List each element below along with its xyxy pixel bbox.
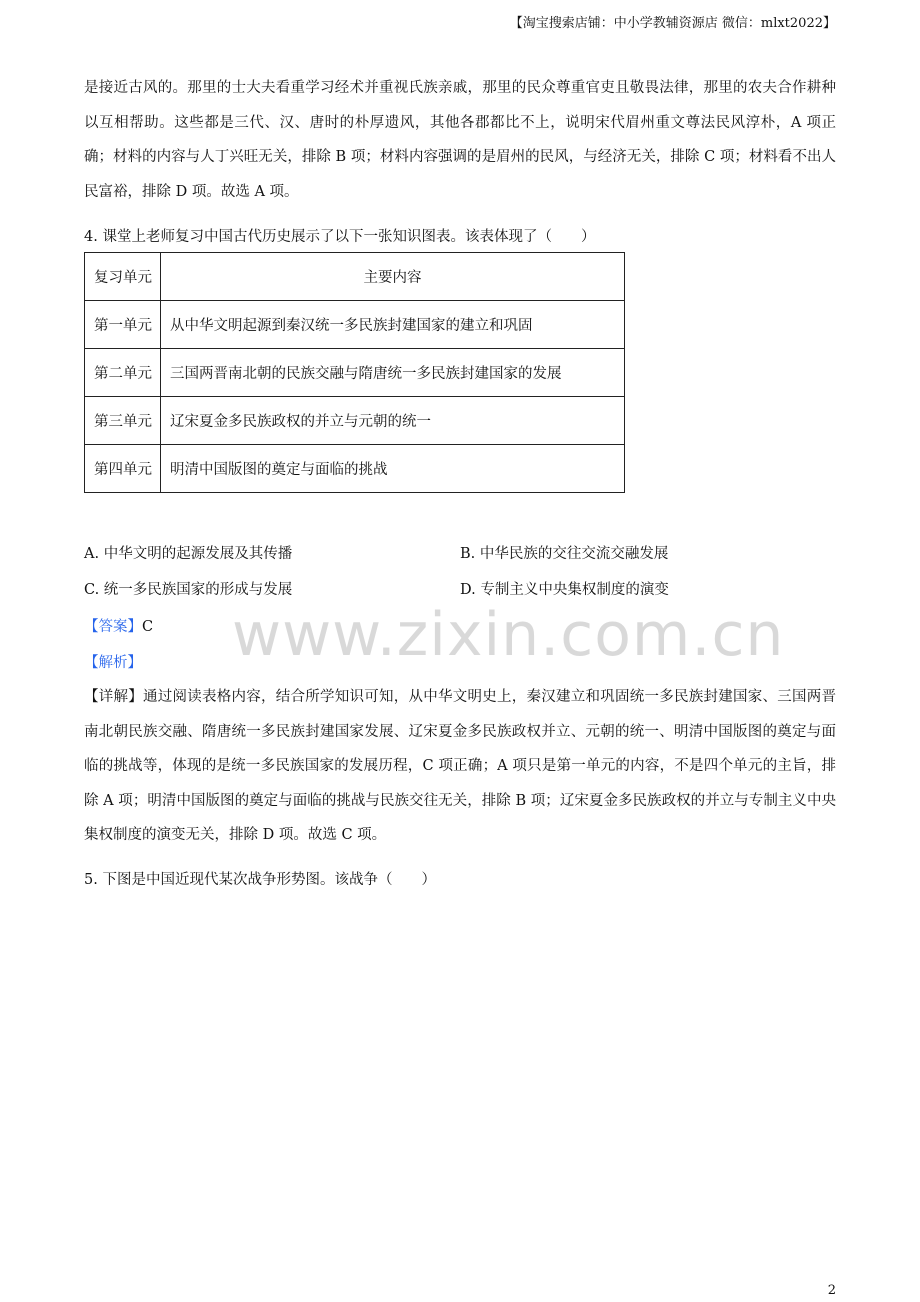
table-cell-unit: 第四单元 xyxy=(85,445,161,493)
question-4-stem: 4. 课堂上老师复习中国古代历史展示了以下一张知识图表。该表体现了（ ） xyxy=(84,229,596,245)
table-header-row xyxy=(85,253,625,301)
detail-tag: 【详解】 xyxy=(84,689,143,705)
table-cell-content: 三国两晋南北朝的民族交融与隋唐统一多民族封建国家的发展 xyxy=(161,349,625,397)
table-cell-unit: 第一单元 xyxy=(85,301,161,349)
option-d: D. 专制主义中央集权制度的演变 xyxy=(460,582,669,598)
watermark: www.zixin.com.cn xyxy=(232,600,785,670)
analysis-tag: 【解析】 xyxy=(84,655,142,671)
knowledge-table xyxy=(84,252,625,493)
page-header: 【淘宝搜索店铺：中小学教辅资源店 微信：mlxt2022】 xyxy=(509,16,836,31)
table-cell-unit: 第二单元 xyxy=(85,349,161,397)
question-5-stem: 5. 下图是中国近现代某次战争形势图。该战争（ ） xyxy=(84,872,436,888)
table-row xyxy=(85,349,625,397)
page-number: 2 xyxy=(827,1283,836,1298)
table-row xyxy=(85,301,625,349)
option-a: A. 中华文明的起源发展及其传播 xyxy=(84,546,293,562)
table-cell-content: 明清中国版图的奠定与面临的挑战 xyxy=(161,445,625,493)
option-c: C. 统一多民族国家的形成与发展 xyxy=(84,582,293,598)
table-header-unit: 复习单元 xyxy=(85,253,161,301)
detail-paragraph xyxy=(84,680,836,853)
table-cell-content: 辽宋夏金多民族政权的并立与元朝的统一 xyxy=(161,397,625,445)
table-row xyxy=(85,397,625,445)
answer-tag: 【答案】 xyxy=(84,619,142,635)
table-cell-unit: 第三单元 xyxy=(85,397,161,445)
table-cell-content: 从中华文明起源到秦汉统一多民族封建国家的建立和巩固 xyxy=(161,301,625,349)
intro-paragraph: 是接近古风的。那里的士大夫看重学习经术并重视氏族亲戚，那里的民众尊重官吏且敬畏法律，那里的农夫合作耕种以互相帮助。这些都是三代、汉、唐时的朴厚遗风，其他各郡都比不上，说明宋代眉州重文尊法民风淳朴，A 项正确；材料的内容与人丁兴旺无关，排除 B 项；材料内容强调的是眉州的民风，与经济无关，排除 C 项；材料看不出人民富裕，排除 D 项。故选 A 项。 xyxy=(84,80,836,200)
answer-line xyxy=(84,615,153,636)
answer-value: C xyxy=(142,619,154,635)
table-row xyxy=(85,445,625,493)
table-header-content: 主要内容 xyxy=(161,253,625,301)
option-b: B. 中华民族的交往交流交融发展 xyxy=(460,546,669,562)
detail-text: 通过阅读表格内容，结合所学知识可知，从中华文明史上，秦汉建立和巩固统一多民族封建国家、三国两晋南北朝民族交融、隋唐统一多民族封建国家发展、辽宋夏金多民族政权并立、元朝的统一、明清中国版图的奠定与面临的挑战等，体现的是统一多民族国家的发展历程，C 项正确；A 项只是第一单元的内容，不是四个单元的主旨，排除 A 项；明清中国版图的奠定与面临的挑战与民族交往无关，排除 B 项；辽宋夏金多民族政权的并立与专制主义中央集权制度的演变无关，排除 D 项。故选 C 项。 xyxy=(84,689,836,843)
